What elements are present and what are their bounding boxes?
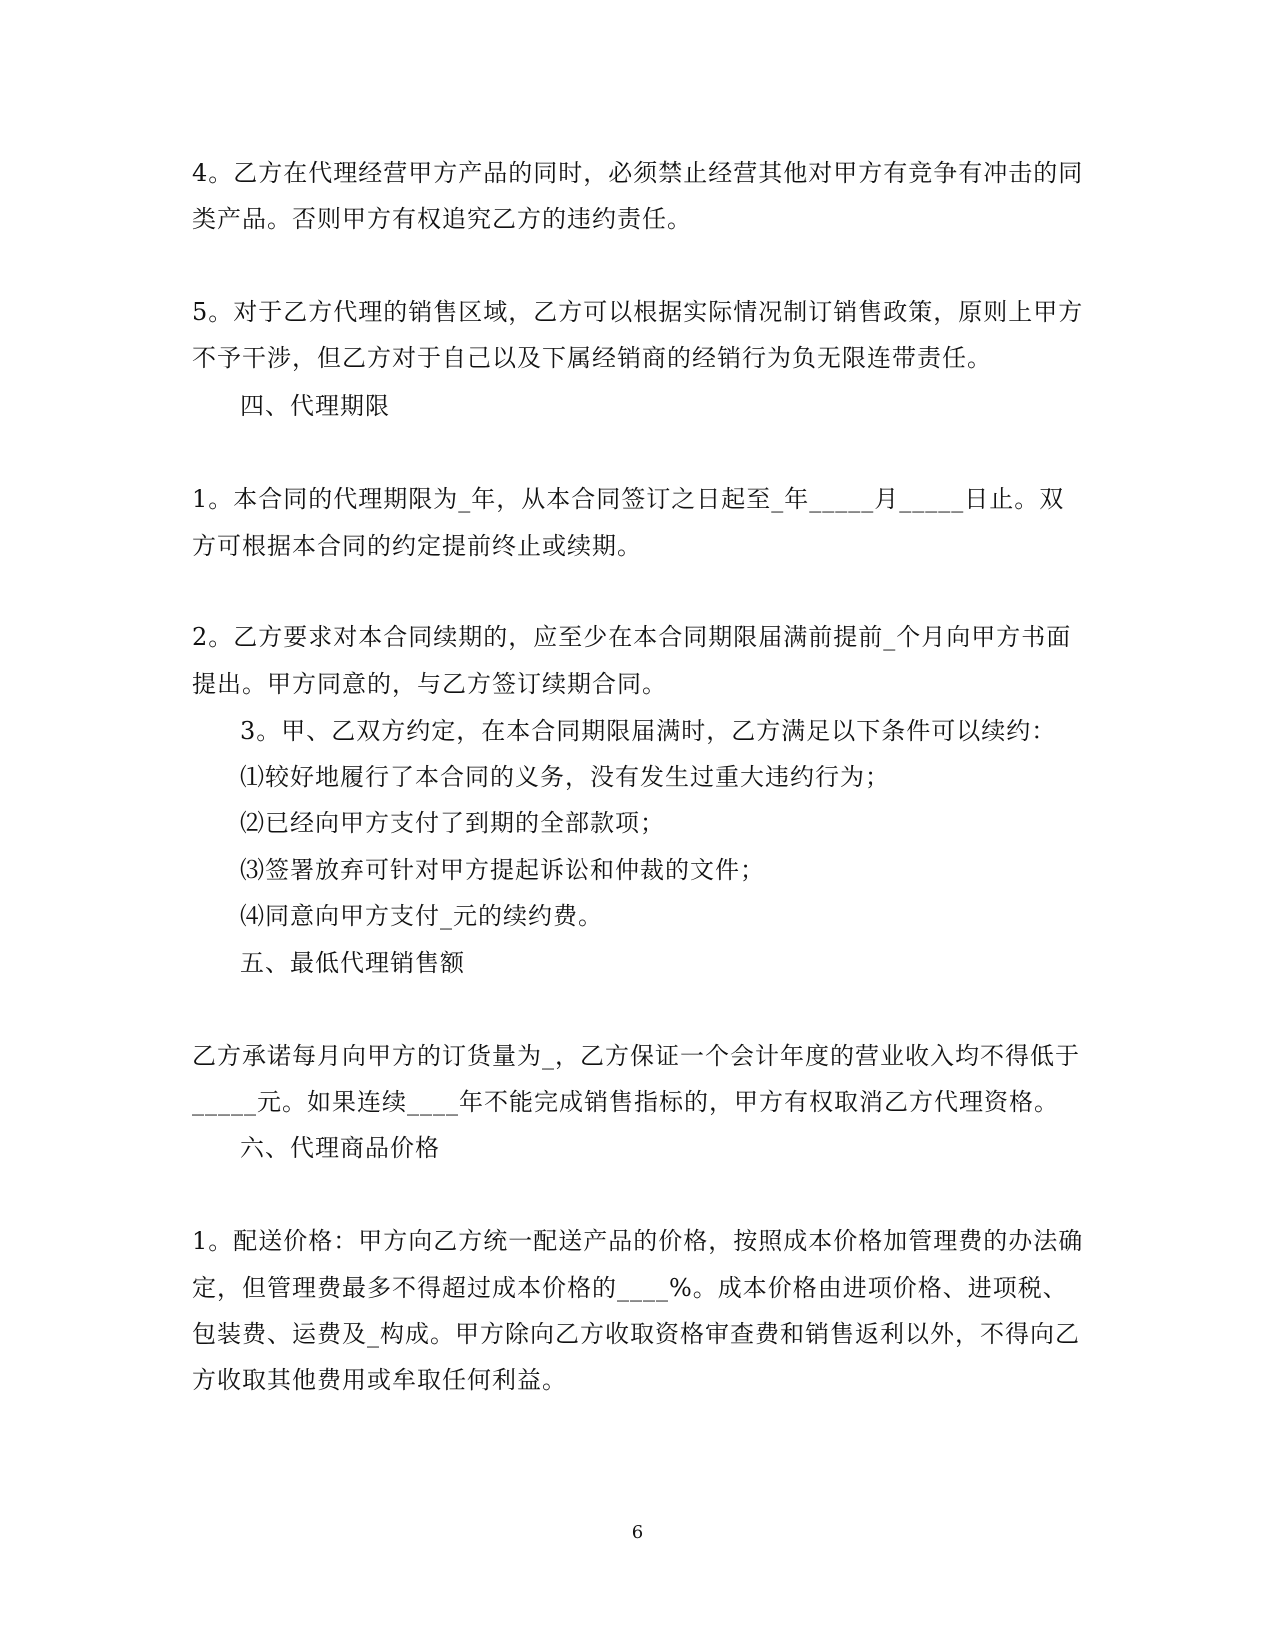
section-5-line-2: _____元。如果连续____年不能完成销售指标的，甲方有权取消乙方代理资格。 — [192, 1088, 1059, 1116]
section-4-item-2-line-2: 提出。甲方同意的，与乙方签订续期合同。 — [192, 670, 667, 698]
section-4-item-1-line-1: 1。本合同的代理期限为_年，从本合同签订之日起至_年_____月_____日止。双 — [192, 485, 1065, 513]
section-4-item-2-line-1: 2。乙方要求对本合同续期的，应至少在本合同期限届满前提前_个月向甲方书面 — [192, 623, 1072, 651]
condition-2: ⑵已经向甲方支付了到期的全部款项； — [240, 809, 665, 837]
page-number: 6 — [631, 1522, 644, 1543]
paragraph-4-line-1: 4。乙方在代理经营甲方产品的同时，必须禁止经营其他对甲方有竞争有冲击的同 — [192, 159, 1084, 187]
condition-1: ⑴较好地履行了本合同的义务，没有发生过重大违约行为； — [240, 763, 890, 791]
section-6-item-1-line-2: 定，但管理费最多不得超过成本价格的____%。成本价格由进项价格、进项税、 — [192, 1274, 1068, 1302]
paragraph-5-line-1: 5。对于乙方代理的销售区域，乙方可以根据实际情况制订销售政策，原则上甲方 — [192, 298, 1084, 326]
section-6-item-1-line-3: 包装费、运费及_构成。甲方除向乙方收取资格审查费和销售返利以外，不得向乙 — [192, 1320, 1080, 1348]
paragraph-5-line-2: 不予干涉，但乙方对于自己以及下属经销商的经销行为负无限连带责任。 — [192, 344, 992, 372]
section-6-item-1-line-4: 方收取其他费用或牟取任何利益。 — [192, 1366, 567, 1394]
section-4-item-1-line-2: 方可根据本合同的约定提前终止或续期。 — [192, 532, 642, 560]
paragraph-4-line-2: 类产品。否则甲方有权追究乙方的违约责任。 — [192, 205, 692, 233]
condition-3: ⑶签署放弃可针对甲方提起诉讼和仲裁的文件； — [240, 856, 765, 884]
section-4-title: 四、代理期限 — [240, 392, 390, 420]
section-4-item-3: 3。甲、乙双方约定，在本合同期限届满时，乙方满足以下条件可以续约： — [240, 717, 1057, 745]
section-5-title: 五、最低代理销售额 — [240, 949, 465, 977]
section-5-line-1: 乙方承诺每月向甲方的订货量为_，乙方保证一个会计年度的营业收入均不得低于 — [192, 1042, 1080, 1070]
section-6-title: 六、代理商品价格 — [240, 1134, 440, 1162]
section-6-item-1-line-1: 1。配送价格：甲方向乙方统一配送产品的价格，按照成本价格加管理费的办法确 — [192, 1227, 1084, 1255]
condition-4: ⑷同意向甲方支付_元的续约费。 — [240, 902, 603, 930]
